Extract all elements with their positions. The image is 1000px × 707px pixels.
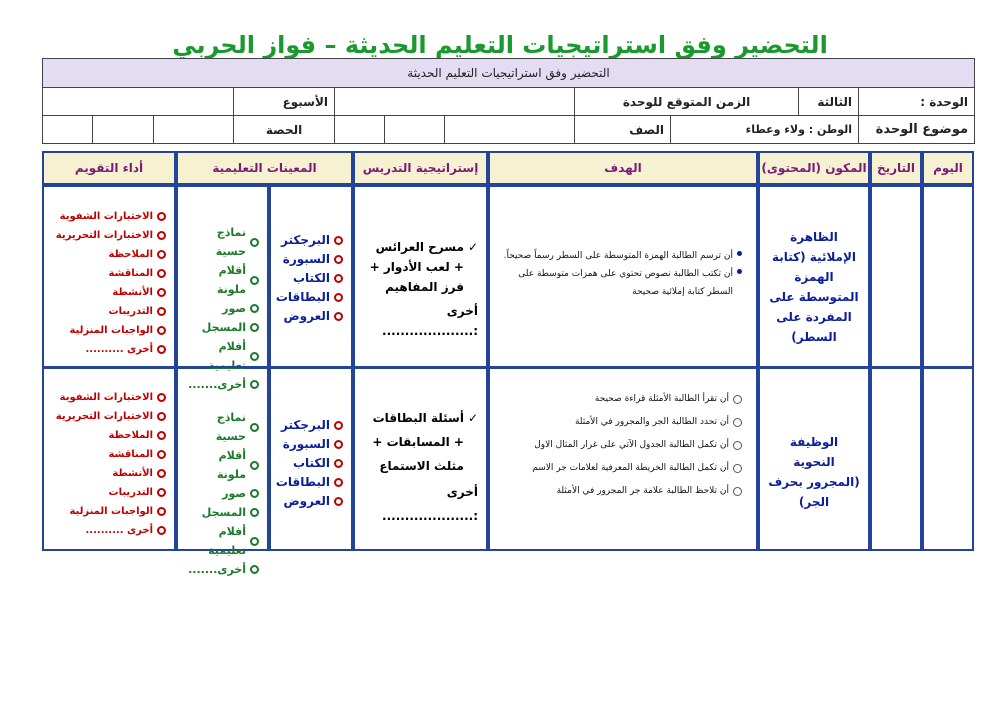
col-header-assessment: أداء التقويم xyxy=(42,151,176,185)
strategy-item: ✓ أسئلة البطاقات + المسابقات + مثلث الاستماع xyxy=(363,406,478,478)
circle-icon xyxy=(250,537,259,546)
aids-cell xyxy=(176,366,269,576)
circle-icon xyxy=(250,489,259,498)
objective-item[interactable]: أن تحدد الطالبة الجر والمجرور في الأمثلة xyxy=(496,411,742,434)
topic-label: موضوع الوحدة xyxy=(859,116,975,144)
assessment-item[interactable]: المناقشة xyxy=(52,445,166,464)
tool-item[interactable]: السبورة xyxy=(279,435,343,454)
assessment-item[interactable]: التدريبات xyxy=(52,483,166,502)
assessment-item[interactable]: الملاحظة xyxy=(52,426,166,445)
circle-icon xyxy=(157,250,166,259)
strategy-cell xyxy=(353,366,488,551)
lesson-cell-2[interactable] xyxy=(93,116,154,144)
circle-icon xyxy=(157,431,166,440)
circle-icon xyxy=(250,508,259,517)
assessment-cell xyxy=(42,366,176,551)
day-cell[interactable] xyxy=(922,366,974,551)
strategy-item: ✓ مسرح العرائس + لعب الأدوار + فرز المفاهيم xyxy=(363,237,478,297)
time-label: الزمن المتوقع للوحدة xyxy=(575,88,799,116)
tool-item[interactable]: الكتاب xyxy=(279,454,343,473)
tool-item[interactable]: العروض xyxy=(279,307,343,326)
circle-icon xyxy=(733,441,742,450)
circle-icon xyxy=(157,288,166,297)
lesson-label: الحصة xyxy=(234,116,335,144)
aid-item[interactable]: أفلام تعليمية xyxy=(186,522,259,560)
aid-item[interactable]: أخرى....... xyxy=(186,560,259,579)
objective-item: أن تكتب الطالبة نصوص تحتوي على همزات متوسطة على السطر كتابة إملائية صحيحة xyxy=(496,265,742,301)
date-cell[interactable] xyxy=(870,185,922,369)
tool-item[interactable]: البرجكتر xyxy=(279,416,343,435)
circle-icon xyxy=(157,326,166,335)
tools-cell xyxy=(269,185,353,369)
date-cell[interactable] xyxy=(870,366,922,551)
circle-icon xyxy=(157,393,166,402)
lesson-cell-3[interactable] xyxy=(43,116,93,144)
circle-icon xyxy=(157,450,166,459)
circle-icon xyxy=(733,487,742,496)
objective-item[interactable]: أن تكمل الطالبة الخريطة المعرفية لعلامات جر الاسم xyxy=(496,457,742,480)
assessment-item[interactable]: الواجبات المنزلية xyxy=(52,321,166,340)
circle-icon xyxy=(334,293,343,302)
circle-icon xyxy=(157,307,166,316)
col-header-objective: الهدف xyxy=(488,151,758,185)
assessment-item[interactable]: الواجبات المنزلية xyxy=(52,502,166,521)
aids-cell xyxy=(176,185,269,391)
aid-item[interactable]: أقلام ملونة xyxy=(186,261,259,299)
aid-item[interactable]: نماذج حسية xyxy=(186,408,259,446)
unit-label: الوحدة : xyxy=(859,88,975,116)
circle-icon xyxy=(334,459,343,468)
col-header-strategy: إستراتيجية التدريس xyxy=(353,151,488,185)
aid-item[interactable]: أفلام تعليمية xyxy=(186,337,259,375)
page-title: التحضير وفق استراتيجيات التعليم الحديثة – فواز الحربي xyxy=(172,31,828,59)
lesson-cell-1[interactable] xyxy=(154,116,234,144)
tool-item[interactable]: البطاقات xyxy=(279,473,343,492)
strategy-other[interactable]: أخرى :.................... xyxy=(382,304,478,338)
col-header-date: التاريخ xyxy=(870,151,922,185)
circle-icon xyxy=(733,395,742,404)
component-cell: الظاهرة الإملائية (كتابة الهمزة المتوسطة على المفردة على السطر) xyxy=(758,185,870,369)
circle-icon xyxy=(733,464,742,473)
assessment-item[interactable]: التدريبات xyxy=(52,302,166,321)
circle-icon xyxy=(157,212,166,221)
header-banner: التحضير وفق استراتيجيات التعليم الحديثة xyxy=(43,59,975,88)
assessment-item[interactable]: الملاحظة xyxy=(52,245,166,264)
col-header-component: المكون (المحتوى) xyxy=(758,151,870,185)
circle-icon xyxy=(334,274,343,283)
circle-icon xyxy=(250,304,259,313)
assessment-item[interactable]: الأنشطة xyxy=(52,464,166,483)
aid-item[interactable]: أقلام ملونة xyxy=(186,446,259,484)
strategy-other[interactable]: أخرى :.................... xyxy=(382,485,478,523)
objective-item: أن ترسم الطالبة الهمزة المتوسطة على السطر رسماً صحيحاً. xyxy=(496,247,742,265)
circle-icon xyxy=(334,478,343,487)
time-value[interactable] xyxy=(335,88,575,116)
topic-value: الوطن : ولاء وعطاء xyxy=(671,116,859,144)
week-label: الأسبوع xyxy=(234,88,335,116)
check-icon: ✓ xyxy=(467,240,478,254)
assessment-item[interactable]: الاختبارات الشفوية xyxy=(52,207,166,226)
aid-item[interactable]: المسجل xyxy=(186,318,259,337)
day-cell[interactable] xyxy=(922,185,974,369)
circle-icon xyxy=(334,236,343,245)
col-header-aids: المعينات التعليمية xyxy=(176,151,353,185)
circle-icon xyxy=(334,421,343,430)
circle-icon xyxy=(157,507,166,516)
objective-cell xyxy=(488,366,758,551)
circle-icon xyxy=(334,312,343,321)
tool-item[interactable]: السبورة xyxy=(279,250,343,269)
bullet-icon xyxy=(737,269,742,274)
circle-icon xyxy=(157,231,166,240)
component-cell: الوظيفة النحوية (المجرور بحرف الجر) xyxy=(758,366,870,551)
aid-item[interactable]: نماذج حسية xyxy=(186,223,259,261)
assessment-item[interactable]: الاختبارات التحريرية xyxy=(52,226,166,245)
aid-item[interactable]: أخرى....... xyxy=(186,375,259,394)
aid-item[interactable]: صور xyxy=(186,299,259,318)
circle-icon xyxy=(334,497,343,506)
circle-icon xyxy=(250,565,259,574)
circle-icon xyxy=(250,352,259,361)
circle-icon xyxy=(157,526,166,535)
circle-icon xyxy=(334,440,343,449)
circle-icon xyxy=(250,323,259,332)
unit-value: الثالثة xyxy=(799,88,859,116)
grade-value[interactable] xyxy=(445,116,575,144)
objective-item[interactable]: أن تقرأ الطالبة الأمثلة قراءة صحيحة xyxy=(496,388,742,411)
circle-icon xyxy=(250,276,259,285)
circle-icon xyxy=(157,269,166,278)
check-icon: ✓ xyxy=(467,411,478,425)
assessment-item[interactable]: أخرى .......... xyxy=(52,521,166,540)
week-value[interactable] xyxy=(43,88,234,116)
col-header-day: اليوم xyxy=(922,151,974,185)
circle-icon xyxy=(157,412,166,421)
circle-icon xyxy=(157,469,166,478)
tool-item[interactable]: البطاقات xyxy=(279,288,343,307)
strategy-cell xyxy=(353,185,488,369)
aid-item[interactable]: صور xyxy=(186,484,259,503)
circle-icon xyxy=(157,345,166,354)
circle-icon xyxy=(250,238,259,247)
circle-icon xyxy=(334,255,343,264)
assessment-item[interactable]: الاختبارات التحريرية xyxy=(52,407,166,426)
circle-icon xyxy=(250,423,259,432)
lesson-blank-2[interactable] xyxy=(335,116,385,144)
tool-item[interactable]: البرجكتر xyxy=(279,231,343,250)
assessment-item[interactable]: أخرى .......... xyxy=(52,340,166,359)
assessment-item[interactable]: الاختبارات الشفوية xyxy=(52,388,166,407)
tools-cell xyxy=(269,366,353,551)
circle-icon xyxy=(250,461,259,470)
assessment-item[interactable]: الأنشطة xyxy=(52,283,166,302)
bullet-icon xyxy=(737,251,742,256)
aid-item[interactable]: المسجل xyxy=(186,503,259,522)
objective-item[interactable]: أن تكمل الطالبة الجدول الآتي على غرار المثال الاول xyxy=(496,434,742,457)
plan-row-2 xyxy=(42,366,974,576)
plan-row-1 xyxy=(42,151,974,391)
assessment-item[interactable]: المناقشة xyxy=(52,264,166,283)
assessment-cell xyxy=(42,185,176,369)
lesson-blank-1[interactable] xyxy=(385,116,445,144)
tool-item[interactable]: العروض xyxy=(279,492,343,511)
header-table xyxy=(42,58,975,144)
circle-icon xyxy=(733,418,742,427)
grade-label: الصف xyxy=(575,116,671,144)
tool-item[interactable]: الكتاب xyxy=(279,269,343,288)
circle-icon xyxy=(157,488,166,497)
objective-cell xyxy=(488,185,758,369)
objective-item[interactable]: أن تلاحظ الطالبة علامة جر المجرور في الأمثلة xyxy=(496,480,742,503)
